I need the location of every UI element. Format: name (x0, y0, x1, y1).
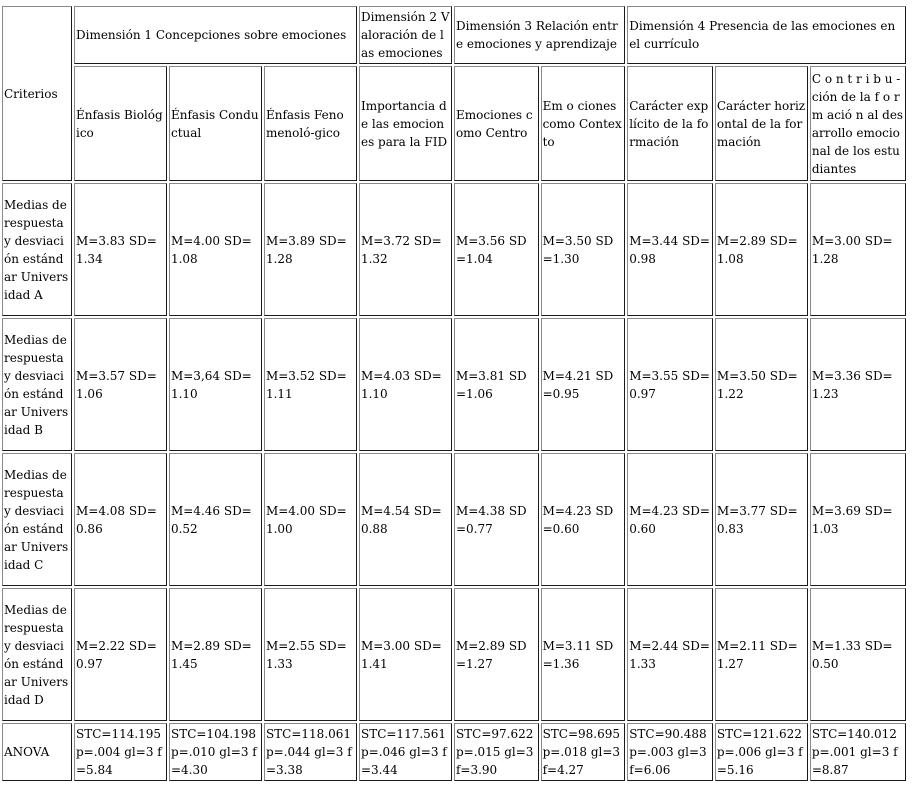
table-cell: STC=117.561 p=.046 gl=3 f=3.44 (359, 723, 452, 781)
table-cell: STC=140.012 p=.001 gl=3 f=8.87 (810, 723, 906, 781)
table-row-universidad-a (2, 183, 906, 316)
table-cell: M=3.44 SD=0.98 (627, 183, 713, 316)
table-cell: M=3.52 SD=1.11 (264, 318, 357, 451)
table-cell: M=1.33 SD=0.50 (810, 588, 906, 721)
table-cell: M=3.55 SD=0.97 (627, 318, 713, 451)
table-cell: M=4.54 SD=0.88 (359, 453, 452, 586)
header-row-subcriteria (2, 66, 906, 181)
table-row-universidad-c (2, 453, 906, 586)
table-cell: STC=97.622 p=.015 gl=3 f=3.90 (454, 723, 539, 781)
header-row-dimensions (2, 6, 906, 64)
table-cell: STC=104.198 p=.010 gl=3 f=4.30 (169, 723, 262, 781)
subcriterion-header: Carácter horizontal de la formación (715, 66, 808, 181)
results-table (0, 4, 908, 783)
subcriterion-header: Carácter explícito de la formación (627, 66, 713, 181)
subcriterion-header: Énfasis Fenomenoló-gico (264, 66, 357, 181)
table-cell: M=3.77 SD=0.83 (715, 453, 808, 586)
table-cell: M=2.22 SD=0.97 (74, 588, 167, 721)
table-cell: M=3.72 SD=1.32 (359, 183, 452, 316)
table-cell: M=3.50 SD=1.30 (541, 183, 626, 316)
table-row-anova (2, 723, 906, 781)
table-cell: M=2.89 SD=1.08 (715, 183, 808, 316)
table-cell: STC=121.622 p=.006 gl=3 f=5.16 (715, 723, 808, 781)
results-table-container (0, 4, 908, 783)
table-cell: M=3.00 SD=1.28 (810, 183, 906, 316)
table-cell: M=3.00 SD=1.41 (359, 588, 452, 721)
table-cell: M=4.08 SD=0.86 (74, 453, 167, 586)
subcriterion-header: C o n t r i b u - ción de la f o r m ació n al desarrollo emocional de los estudiantes (810, 66, 906, 181)
table-cell: M=4.21 SD=0.95 (541, 318, 626, 451)
table-cell: M=4.23 SD=0.60 (541, 453, 626, 586)
dimension-3-header: Dimensión 3 Relación entre emociones y aprendizaje (454, 6, 625, 64)
subcriterion-header: Em o ciones como Contexto (541, 66, 626, 181)
table-cell: M=3.81 SD=1.06 (454, 318, 539, 451)
table-cell: STC=118.061 p=.044 gl=3 f=3.38 (264, 723, 357, 781)
table-cell: M=3.57 SD=1.06 (74, 318, 167, 451)
row-label: Medias de respuesta y desviación estándar Universidad C (2, 453, 72, 586)
subcriterion-header: Importancia de las emociones para la FID (359, 66, 452, 181)
table-cell: M=2.44 SD=1.33 (627, 588, 713, 721)
subcriterion-header: Emociones como Centro (454, 66, 539, 181)
row-label: Medias de respuesta y desviación estándar Universidad A (2, 183, 72, 316)
table-row-universidad-b (2, 318, 906, 451)
table-cell: M=3,64 SD=1.10 (169, 318, 262, 451)
table-cell: M=3.83 SD=1.34 (74, 183, 167, 316)
table-cell: M=3.56 SD=1.04 (454, 183, 539, 316)
row-label: Medias de respuesta y desviación estándar Universidad B (2, 318, 72, 451)
table-row-universidad-d (2, 588, 906, 721)
table-cell: M=4.46 SD=0.52 (169, 453, 262, 586)
table-cell: M=2.11 SD=1.27 (715, 588, 808, 721)
subcriterion-header: Énfasis Biológico (74, 66, 167, 181)
table-cell: M=2.89 SD=1.27 (454, 588, 539, 721)
table-cell: STC=90.488 p=.003 gl=3 f=6.06 (627, 723, 713, 781)
table-cell: M=4.00 SD=1.08 (169, 183, 262, 316)
dimension-1-header: Dimensión 1 Concepciones sobre emociones (74, 6, 357, 64)
table-cell: M=3.50 SD=1.22 (715, 318, 808, 451)
row-label: Medias de respuesta y desviación estándar Universidad D (2, 588, 72, 721)
table-cell: M=2.55 SD=1.33 (264, 588, 357, 721)
table-cell: M=3.11 SD=1.36 (541, 588, 626, 721)
table-cell: STC=114.195 p=.004 gl=3 f=5.84 (74, 723, 167, 781)
table-cell: M=4.00 SD=1.00 (264, 453, 357, 586)
table-cell: M=4.38 SD=0.77 (454, 453, 539, 586)
subcriterion-header: Énfasis Conductual (169, 66, 262, 181)
table-cell: STC=98.695 p=.018 gl=3 f=4.27 (541, 723, 626, 781)
dimension-4-header: Dimensión 4 Presencia de las emociones en el currículo (627, 6, 906, 64)
dimension-2-header: Dimensión 2 Valoración de las emociones (359, 6, 452, 64)
table-cell: M=4.23 SD=0.60 (627, 453, 713, 586)
table-cell: M=2.89 SD=1.45 (169, 588, 262, 721)
table-cell: M=3.69 SD=1.03 (810, 453, 906, 586)
table-cell: M=4.03 SD=1.10 (359, 318, 452, 451)
criterios-header: Criterios (2, 6, 72, 181)
row-label: ANOVA (2, 723, 72, 781)
table-cell: M=3.89 SD=1.28 (264, 183, 357, 316)
table-cell: M=3.36 SD=1.23 (810, 318, 906, 451)
